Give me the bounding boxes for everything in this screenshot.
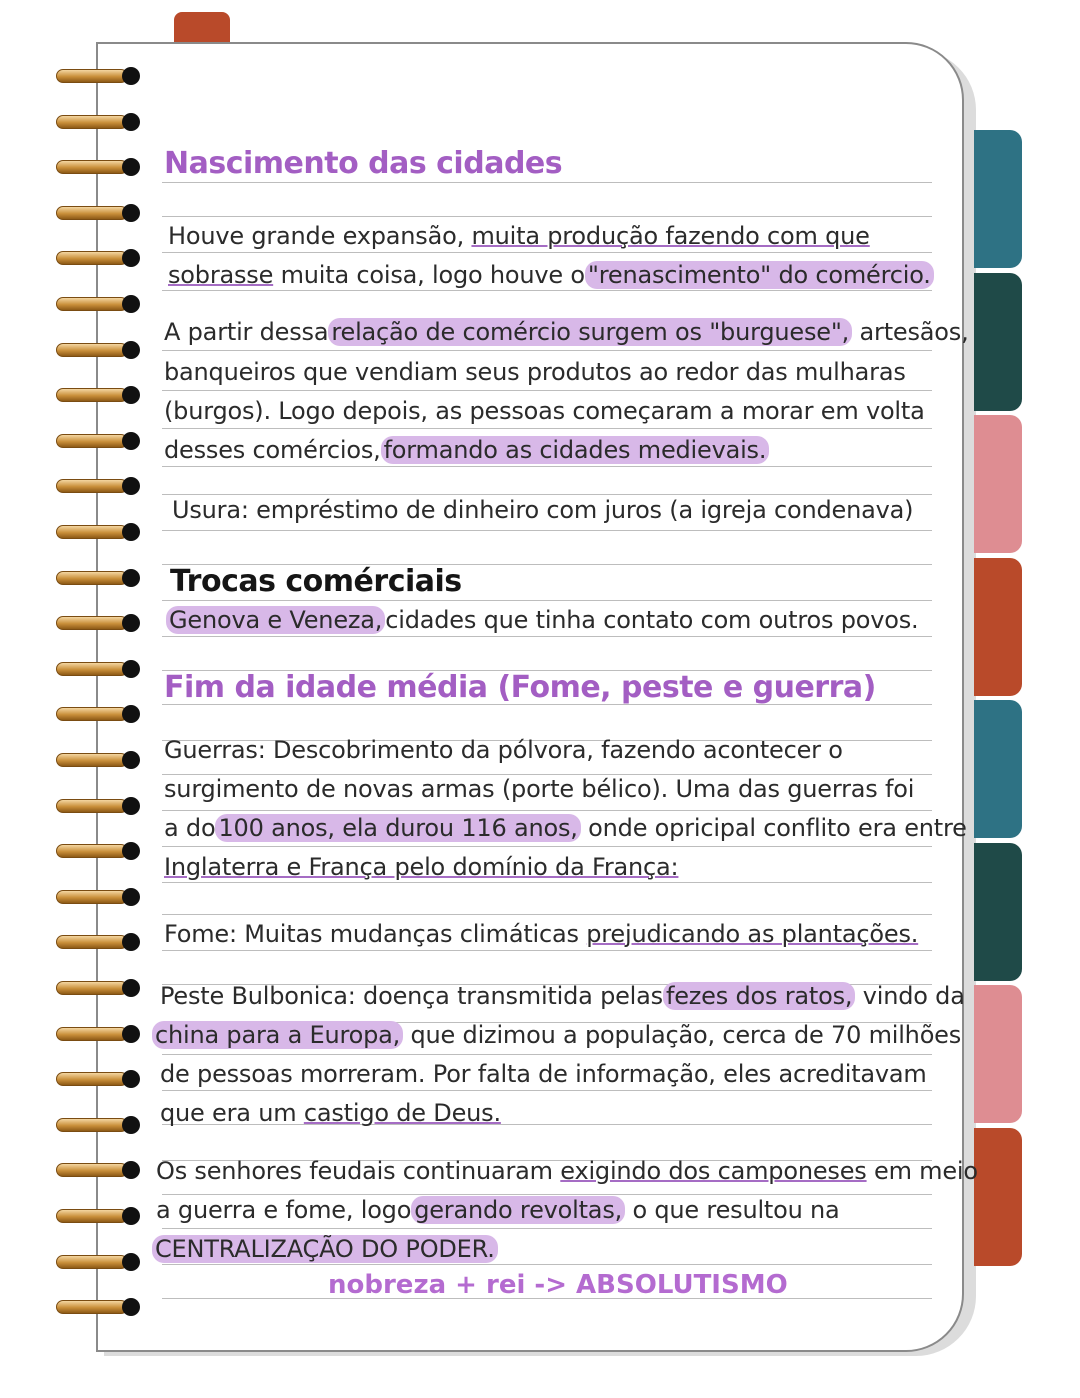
- ruled-line: [162, 950, 932, 951]
- ruled-line: [162, 1054, 932, 1055]
- spiral-ring: [56, 659, 142, 681]
- underlined-text: muita produção fazendo com que: [471, 222, 870, 250]
- paragraph-burgueses-line-3: (burgos). Logo depois, as pessoas começaram a morar em volta: [164, 397, 925, 425]
- highlighted-text: formando as cidades medievais.: [381, 436, 770, 464]
- spiral-ring: [56, 294, 142, 316]
- spiral-ring: [56, 1160, 142, 1182]
- spiral-ring: [56, 248, 142, 270]
- text: desses comércios,: [164, 436, 381, 464]
- text: Os senhores feudais continuaram: [156, 1157, 561, 1185]
- ruled-line: [162, 914, 932, 915]
- paragraph-expansao-line-1: [168, 222, 870, 250]
- highlighted-text: gerando revoltas,: [411, 1196, 625, 1224]
- ruled-line: [162, 530, 932, 531]
- highlighted-text: relação de comércio surgem os "burguese",: [328, 318, 852, 346]
- paragraph-peste-line-1: [160, 982, 965, 1010]
- text: muita coisa, logo houve o: [273, 261, 585, 289]
- highlighted-text: china para a Europa,: [152, 1021, 403, 1049]
- ruled-line: [162, 252, 932, 253]
- ruled-line: [162, 846, 932, 847]
- ruled-line: [162, 1090, 932, 1091]
- text: em meio: [866, 1157, 978, 1185]
- spiral-ring: [56, 340, 142, 362]
- ruled-line: [162, 1194, 932, 1195]
- paragraph-guerras-line-4: [164, 853, 678, 881]
- highlighted-text: "renascimento" do comércio.: [585, 261, 934, 289]
- underlined-text: exigindo dos camponeses: [560, 1157, 867, 1185]
- text: Peste Bulbonica: doença transmitida pelas: [160, 982, 663, 1010]
- ruled-line: [162, 350, 932, 351]
- paragraph-guerras-line-3: [164, 814, 967, 842]
- underlined-text: sobrasse: [168, 261, 274, 289]
- section-title-trocas: Trocas comérciais: [170, 564, 462, 599]
- spiral-ring: [56, 932, 142, 954]
- highlighted-text: Genova e Veneza,: [166, 606, 385, 634]
- spiral-ring: [56, 522, 142, 544]
- spiral-ring: [56, 112, 142, 134]
- underlined-text: castigo de Deus.: [303, 1099, 501, 1127]
- spiral-ring: [56, 1206, 142, 1228]
- ruled-line: [162, 882, 932, 883]
- text: Houve grande expansão,: [168, 222, 472, 250]
- paragraph-burgueses-line-2: banqueiros que vendiam seus produtos ao redor das mulharas: [164, 358, 906, 386]
- paragraph-guerras-line-1: Guerras: Descobrimento da pólvora, fazendo acontecer o: [164, 736, 843, 764]
- spiral-ring: [56, 568, 142, 590]
- divider-tab[interactable]: [974, 1128, 1022, 1266]
- spiral-ring: [56, 796, 142, 818]
- text: que era um: [160, 1099, 304, 1127]
- divider-tab[interactable]: [974, 558, 1022, 696]
- section-title-nascimento: Nascimento das cidades: [164, 146, 563, 181]
- paragraph-senhores-line-3: [152, 1235, 498, 1263]
- paragraph-burgueses-line-1: [164, 318, 969, 346]
- spiral-ring: [56, 978, 142, 1000]
- divider-tab[interactable]: [974, 985, 1022, 1123]
- text: onde opricipal conflito era entre: [580, 814, 967, 842]
- text: cidades que tinha contato com outros povos.: [385, 606, 919, 634]
- ruled-line: [162, 600, 932, 601]
- text: a do: [164, 814, 216, 842]
- spiral-ring: [56, 1115, 142, 1137]
- highlighted-text: fezes dos ratos,: [663, 982, 855, 1010]
- spiral-ring: [56, 431, 142, 453]
- spiral-ring: [56, 887, 142, 909]
- text: artesãos,: [852, 318, 969, 346]
- underlined-text: prejudicando as plantações.: [586, 920, 919, 948]
- ruled-line: [162, 494, 932, 495]
- spiral-ring: [56, 203, 142, 225]
- highlighted-text: CENTRALIZAÇÃO DO PODER.: [152, 1235, 498, 1263]
- ruled-line: [162, 636, 932, 637]
- spiral-ring: [56, 613, 142, 635]
- paragraph-usura: Usura: empréstimo de dinheiro com juros (a igreja condenava): [172, 496, 914, 524]
- paragraph-senhores-line-2: [156, 1196, 840, 1224]
- paragraph-trocas: [166, 606, 918, 634]
- spiral-ring: [56, 704, 142, 726]
- ruled-line: [162, 390, 932, 391]
- highlighted-text: 100 anos, ela durou 116 anos,: [215, 814, 580, 842]
- ruled-line: [162, 216, 932, 217]
- spiral-ring: [56, 385, 142, 407]
- text: o que resultou na: [625, 1196, 840, 1224]
- ruled-line: [162, 428, 932, 429]
- spiral-ring: [56, 66, 142, 88]
- ruled-line: [162, 466, 932, 467]
- ruled-line: [162, 182, 932, 183]
- ruled-line: [162, 1264, 932, 1265]
- paragraph-peste-line-3: de pessoas morreram. Por falta de informação, eles acreditavam: [160, 1060, 927, 1088]
- spiral-ring: [56, 1297, 142, 1319]
- absolutismo-formula: nobreza + rei -> ABSOLUTISMO: [328, 1270, 788, 1300]
- spiral-ring: [56, 841, 142, 863]
- ruled-line: [162, 1228, 932, 1229]
- paragraph-senhores-line-1: [156, 1157, 978, 1185]
- text: a guerra e fome, logo: [156, 1196, 412, 1224]
- paragraph-peste-line-4: [160, 1099, 501, 1127]
- spiral-ring: [56, 476, 142, 498]
- paragraph-guerras-line-2: surgimento de novas armas (porte bélico). Uma das guerras foi: [164, 775, 915, 803]
- ruled-line: [162, 810, 932, 811]
- spiral-ring: [56, 750, 142, 772]
- divider-tab[interactable]: [974, 415, 1022, 553]
- paragraph-expansao-line-2: [168, 261, 934, 289]
- divider-tab[interactable]: [974, 273, 1022, 411]
- spiral-ring: [56, 157, 142, 179]
- divider-tab[interactable]: [974, 130, 1022, 268]
- text: Fome: Muitas mudanças climáticas: [164, 920, 587, 948]
- text: A partir dessa: [164, 318, 329, 346]
- spiral-ring: [56, 1069, 142, 1091]
- section-title-fim-idade-media: Fim da idade média (Fome, peste e guerra): [164, 670, 876, 705]
- spiral-ring: [56, 1024, 142, 1046]
- spiral-ring: [56, 1252, 142, 1274]
- paragraph-fome: [164, 920, 918, 948]
- paragraph-peste-line-2: [152, 1021, 961, 1049]
- text: vindo da: [855, 982, 965, 1010]
- paragraph-burgueses-line-4: [164, 436, 769, 464]
- divider-tab[interactable]: [974, 843, 1022, 981]
- underlined-text: Inglaterra e França pelo domínio da França:: [164, 853, 679, 881]
- text: que dizimou a população, cerca de 70 milhões: [403, 1021, 962, 1049]
- ruled-line: [162, 290, 932, 291]
- divider-tab[interactable]: [974, 700, 1022, 838]
